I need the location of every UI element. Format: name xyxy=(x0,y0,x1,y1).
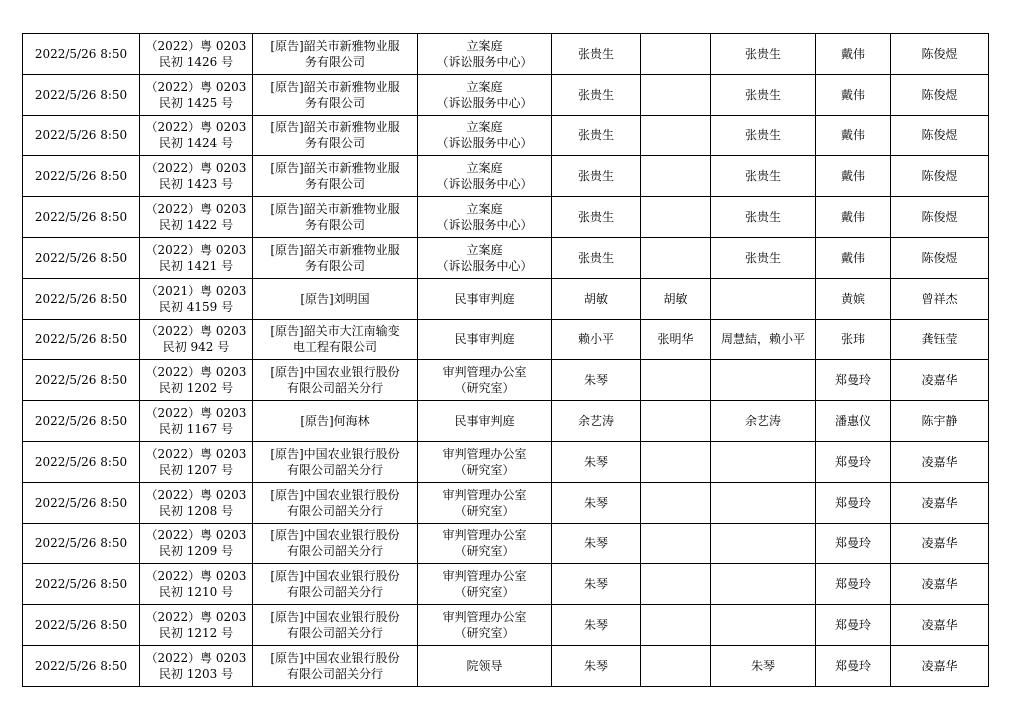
department-line2: （研究室） xyxy=(454,626,515,641)
case-number-line1: （2022）粤 0203 xyxy=(145,324,247,339)
department xyxy=(418,523,552,564)
case-number-line2: 民初 1212 号 xyxy=(158,626,234,641)
department-line1: 立案庭 xyxy=(466,38,503,53)
presiding-judge: 朱琴 xyxy=(711,645,816,686)
clerk: 陈宇静 xyxy=(891,401,989,442)
judge-assistant: 郑曼玲 xyxy=(816,605,891,646)
party xyxy=(253,74,418,115)
party xyxy=(253,360,418,401)
presiding-judge xyxy=(711,441,816,482)
table-row xyxy=(23,564,989,605)
department-line2: （诉讼服务中心） xyxy=(436,177,533,192)
party xyxy=(253,645,418,686)
case-number xyxy=(140,360,253,401)
judge-assistant: 戴伟 xyxy=(816,237,891,278)
table-row xyxy=(23,482,989,523)
party-line2: 有限公司韶关分行 xyxy=(286,544,383,559)
case-number-line2: 民初 1207 号 xyxy=(158,462,234,477)
party-line2: 务有限公司 xyxy=(304,95,365,110)
department-line2: （研究室） xyxy=(454,462,515,477)
case-number xyxy=(140,156,253,197)
party-line1: [原告]中国农业银行股份 xyxy=(270,528,400,543)
department-line2: （研究室） xyxy=(454,544,515,559)
judge-assistant: 黄嫔 xyxy=(816,278,891,319)
department xyxy=(418,482,552,523)
case-number-line1: （2021）粤 0203 xyxy=(145,283,247,298)
table-row xyxy=(23,278,989,319)
associate-judge xyxy=(641,605,711,646)
judge-assistant: 戴伟 xyxy=(816,34,891,75)
department-line1: 立案庭 xyxy=(466,120,503,135)
department xyxy=(418,645,552,686)
judge-assistant: 戴伟 xyxy=(816,197,891,238)
judge: 余艺涛 xyxy=(552,401,641,442)
party-line1: [原告]中国农业银行股份 xyxy=(270,487,400,502)
hearing-time: 2022/5/26 8:50 xyxy=(23,237,140,278)
party-line1: [原告]韶关市新雅物业服 xyxy=(270,120,400,135)
judge: 朱琴 xyxy=(552,605,641,646)
judge: 张贵生 xyxy=(552,74,641,115)
case-number-line2: 民初 1203 号 xyxy=(158,666,234,681)
case-number xyxy=(140,441,253,482)
case-number-line2: 民初 1423 号 xyxy=(158,177,234,192)
presiding-judge xyxy=(711,360,816,401)
presiding-judge: 张贵生 xyxy=(711,34,816,75)
party-line2: 有限公司韶关分行 xyxy=(286,666,383,681)
party-line1: [原告]韶关市新雅物业服 xyxy=(270,79,400,94)
judge-assistant: 郑曼玲 xyxy=(816,482,891,523)
associate-judge xyxy=(641,74,711,115)
case-number-line1: （2022）粤 0203 xyxy=(145,38,247,53)
hearing-time: 2022/5/26 8:50 xyxy=(23,523,140,564)
associate-judge xyxy=(641,115,711,156)
judge: 朱琴 xyxy=(552,645,641,686)
case-number-line2: 民初 1422 号 xyxy=(158,218,234,233)
associate-judge xyxy=(641,360,711,401)
party-line2: 有限公司韶关分行 xyxy=(286,381,383,396)
party-line1: [原告]韶关市新雅物业服 xyxy=(270,242,400,257)
department-line2: （诉讼服务中心） xyxy=(436,95,533,110)
associate-judge xyxy=(641,34,711,75)
judge-assistant: 郑曼玲 xyxy=(816,360,891,401)
case-number xyxy=(140,278,253,319)
case-number xyxy=(140,34,253,75)
clerk: 陈俊煜 xyxy=(891,237,989,278)
table-row xyxy=(23,74,989,115)
presiding-judge: 余艺涛 xyxy=(711,401,816,442)
hearing-time: 2022/5/26 8:50 xyxy=(23,319,140,360)
associate-judge xyxy=(641,645,711,686)
case-number-line2: 民初 1426 号 xyxy=(158,54,234,69)
clerk: 凌嘉华 xyxy=(891,360,989,401)
case-number xyxy=(140,564,253,605)
judge-assistant: 戴伟 xyxy=(816,115,891,156)
associate-judge xyxy=(641,564,711,605)
party xyxy=(253,605,418,646)
judge: 朱琴 xyxy=(552,482,641,523)
case-number xyxy=(140,197,253,238)
case-number-line2: 民初 1202 号 xyxy=(158,381,234,396)
judge: 张贵生 xyxy=(552,115,641,156)
case-number-line2: 民初 1167 号 xyxy=(158,422,234,437)
department-line1: 立案庭 xyxy=(466,242,503,257)
judge: 朱琴 xyxy=(552,523,641,564)
case-number-line1: （2022）粤 0203 xyxy=(145,528,247,543)
department xyxy=(418,156,552,197)
table-row xyxy=(23,197,989,238)
clerk: 陈俊煜 xyxy=(891,34,989,75)
case-number xyxy=(140,237,253,278)
associate-judge xyxy=(641,401,711,442)
case-number-line2: 民初 1421 号 xyxy=(158,258,234,273)
party xyxy=(253,441,418,482)
department-line2: （诉讼服务中心） xyxy=(436,258,533,273)
department-line1: 院领导 xyxy=(466,658,503,673)
party-line2: 有限公司韶关分行 xyxy=(286,462,383,477)
clerk: 陈俊煜 xyxy=(891,197,989,238)
presiding-judge: 张贵生 xyxy=(711,156,816,197)
case-number-line1: （2022）粤 0203 xyxy=(145,120,247,135)
clerk: 龚钰莹 xyxy=(891,319,989,360)
hearing-time: 2022/5/26 8:50 xyxy=(23,645,140,686)
clerk: 凌嘉华 xyxy=(891,482,989,523)
case-number-line2: 民初 1210 号 xyxy=(158,585,234,600)
table-row xyxy=(23,319,989,360)
judge-assistant: 戴伟 xyxy=(816,156,891,197)
department xyxy=(418,360,552,401)
hearing-time: 2022/5/26 8:50 xyxy=(23,360,140,401)
presiding-judge xyxy=(711,482,816,523)
department-line2: （诉讼服务中心） xyxy=(436,136,533,151)
party-line2: 电工程有限公司 xyxy=(292,340,377,355)
presiding-judge: 张贵生 xyxy=(711,197,816,238)
party-line1: [原告]韶关市新雅物业服 xyxy=(270,202,400,217)
department xyxy=(418,401,552,442)
judge: 朱琴 xyxy=(552,360,641,401)
table-row xyxy=(23,605,989,646)
judge-assistant: 戴伟 xyxy=(816,74,891,115)
party-line1: [原告]何海林 xyxy=(300,414,370,429)
department-line1: 民事审判庭 xyxy=(454,291,515,306)
department-line1: 审判管理办公室 xyxy=(442,610,527,625)
table-body xyxy=(23,34,989,687)
hearing-time: 2022/5/26 8:50 xyxy=(23,197,140,238)
associate-judge xyxy=(641,237,711,278)
department-line1: 审判管理办公室 xyxy=(442,446,527,461)
party xyxy=(253,401,418,442)
department-line1: 审判管理办公室 xyxy=(442,365,527,380)
presiding-judge xyxy=(711,605,816,646)
party-line1: [原告]刘明国 xyxy=(300,291,370,306)
clerk: 凌嘉华 xyxy=(891,441,989,482)
case-number-line2: 民初 1424 号 xyxy=(158,136,234,151)
hearing-time: 2022/5/26 8:50 xyxy=(23,482,140,523)
party-line1: [原告]韶关市新雅物业服 xyxy=(270,161,400,176)
presiding-judge xyxy=(711,564,816,605)
table-row xyxy=(23,401,989,442)
department-line1: 审判管理办公室 xyxy=(442,487,527,502)
judge: 张贵生 xyxy=(552,237,641,278)
hearing-time: 2022/5/26 8:50 xyxy=(23,401,140,442)
hearing-time: 2022/5/26 8:50 xyxy=(23,115,140,156)
presiding-judge: 张贵生 xyxy=(711,115,816,156)
department-line1: 民事审判庭 xyxy=(454,332,515,347)
case-number xyxy=(140,523,253,564)
department xyxy=(418,319,552,360)
associate-judge: 胡敏 xyxy=(641,278,711,319)
party-line2: 务有限公司 xyxy=(304,258,365,273)
department-line1: 立案庭 xyxy=(466,79,503,94)
judge-assistant: 郑曼玲 xyxy=(816,441,891,482)
party xyxy=(253,34,418,75)
case-number xyxy=(140,605,253,646)
department-line1: 立案庭 xyxy=(466,161,503,176)
party xyxy=(253,482,418,523)
department-line2: （研究室） xyxy=(454,503,515,518)
department xyxy=(418,197,552,238)
case-number-line1: （2022）粤 0203 xyxy=(145,406,247,421)
presiding-judge: 张贵生 xyxy=(711,237,816,278)
judge-assistant: 张玮 xyxy=(816,319,891,360)
case-number xyxy=(140,482,253,523)
case-number xyxy=(140,115,253,156)
clerk: 陈俊煜 xyxy=(891,115,989,156)
case-number-line2: 民初 1209 号 xyxy=(158,544,234,559)
department-line1: 立案庭 xyxy=(466,202,503,217)
party xyxy=(253,237,418,278)
associate-judge xyxy=(641,482,711,523)
case-number xyxy=(140,645,253,686)
associate-judge xyxy=(641,523,711,564)
judge: 赖小平 xyxy=(552,319,641,360)
judge: 张贵生 xyxy=(552,156,641,197)
department xyxy=(418,605,552,646)
judge: 胡敏 xyxy=(552,278,641,319)
table-row xyxy=(23,115,989,156)
department xyxy=(418,74,552,115)
case-number-line1: （2022）粤 0203 xyxy=(145,446,247,461)
table-row xyxy=(23,523,989,564)
case-number-line2: 民初 1208 号 xyxy=(158,503,234,518)
party-line2: 务有限公司 xyxy=(304,218,365,233)
judge-assistant: 潘惠仪 xyxy=(816,401,891,442)
table-row xyxy=(23,156,989,197)
department xyxy=(418,237,552,278)
party-line1: [原告]中国农业银行股份 xyxy=(270,650,400,665)
party-line2: 务有限公司 xyxy=(304,177,365,192)
party-line2: 有限公司韶关分行 xyxy=(286,503,383,518)
hearing-time: 2022/5/26 8:50 xyxy=(23,441,140,482)
clerk: 凌嘉华 xyxy=(891,645,989,686)
associate-judge: 张明华 xyxy=(641,319,711,360)
associate-judge xyxy=(641,441,711,482)
judge: 朱琴 xyxy=(552,564,641,605)
case-number-line1: （2022）粤 0203 xyxy=(145,161,247,176)
party-line2: 务有限公司 xyxy=(304,136,365,151)
case-number xyxy=(140,401,253,442)
judge-assistant: 郑曼玲 xyxy=(816,523,891,564)
clerk: 陈俊煜 xyxy=(891,74,989,115)
party-line1: [原告]中国农业银行股份 xyxy=(270,569,400,584)
party xyxy=(253,564,418,605)
party xyxy=(253,523,418,564)
department-line2: （研究室） xyxy=(454,585,515,600)
case-number-line1: （2022）粤 0203 xyxy=(145,569,247,584)
clerk: 凌嘉华 xyxy=(891,523,989,564)
presiding-judge xyxy=(711,278,816,319)
department-line1: 民事审判庭 xyxy=(454,414,515,429)
party xyxy=(253,319,418,360)
party-line2: 有限公司韶关分行 xyxy=(286,585,383,600)
case-number-line2: 民初 942 号 xyxy=(162,340,230,355)
case-number-line1: （2022）粤 0203 xyxy=(145,650,247,665)
case-number xyxy=(140,319,253,360)
party-line2: 务有限公司 xyxy=(304,54,365,69)
party-line2: 有限公司韶关分行 xyxy=(286,626,383,641)
department xyxy=(418,278,552,319)
presiding-judge: 张贵生 xyxy=(711,74,816,115)
department-line1: 审判管理办公室 xyxy=(442,528,527,543)
judge-assistant: 郑曼玲 xyxy=(816,645,891,686)
party-line1: [原告]中国农业银行股份 xyxy=(270,365,400,380)
table-row xyxy=(23,441,989,482)
case-number-line1: （2022）粤 0203 xyxy=(145,487,247,502)
presiding-judge: 周慧結，赖小平 xyxy=(711,319,816,360)
table-row xyxy=(23,645,989,686)
party xyxy=(253,156,418,197)
clerk: 曾祥杰 xyxy=(891,278,989,319)
party-line1: [原告]中国农业银行股份 xyxy=(270,446,400,461)
case-number-line2: 民初 4159 号 xyxy=(158,299,234,314)
department xyxy=(418,115,552,156)
hearing-time: 2022/5/26 8:50 xyxy=(23,34,140,75)
party-line1: [原告]中国农业银行股份 xyxy=(270,610,400,625)
case-number-line1: （2022）粤 0203 xyxy=(145,365,247,380)
table-row xyxy=(23,34,989,75)
case-number-line1: （2022）粤 0203 xyxy=(145,610,247,625)
party-line1: [原告]韶关市新雅物业服 xyxy=(270,38,400,53)
presiding-judge xyxy=(711,523,816,564)
case-number-line1: （2022）粤 0203 xyxy=(145,202,247,217)
hearing-time: 2022/5/26 8:50 xyxy=(23,564,140,605)
judge: 张贵生 xyxy=(552,34,641,75)
department xyxy=(418,564,552,605)
department-line1: 审判管理办公室 xyxy=(442,569,527,584)
case-number-line1: （2022）粤 0203 xyxy=(145,79,247,94)
case-number-line1: （2022）粤 0203 xyxy=(145,242,247,257)
hearing-time: 2022/5/26 8:50 xyxy=(23,156,140,197)
party xyxy=(253,278,418,319)
hearing-time: 2022/5/26 8:50 xyxy=(23,74,140,115)
party xyxy=(253,197,418,238)
hearing-schedule-table xyxy=(22,33,989,687)
hearing-time: 2022/5/26 8:50 xyxy=(23,605,140,646)
department-line2: （研究室） xyxy=(454,381,515,396)
hearing-time: 2022/5/26 8:50 xyxy=(23,278,140,319)
associate-judge xyxy=(641,197,711,238)
clerk: 凌嘉华 xyxy=(891,564,989,605)
case-number-line2: 民初 1425 号 xyxy=(158,95,234,110)
party-line1: [原告]韶关市大江南输变 xyxy=(270,324,400,339)
department xyxy=(418,34,552,75)
clerk: 凌嘉华 xyxy=(891,605,989,646)
case-number xyxy=(140,74,253,115)
department-line2: （诉讼服务中心） xyxy=(436,218,533,233)
department-line2: （诉讼服务中心） xyxy=(436,54,533,69)
clerk: 陈俊煜 xyxy=(891,156,989,197)
party xyxy=(253,115,418,156)
department xyxy=(418,441,552,482)
table-row xyxy=(23,237,989,278)
associate-judge xyxy=(641,156,711,197)
judge: 张贵生 xyxy=(552,197,641,238)
judge: 朱琴 xyxy=(552,441,641,482)
judge-assistant: 郑曼玲 xyxy=(816,564,891,605)
table-row xyxy=(23,360,989,401)
